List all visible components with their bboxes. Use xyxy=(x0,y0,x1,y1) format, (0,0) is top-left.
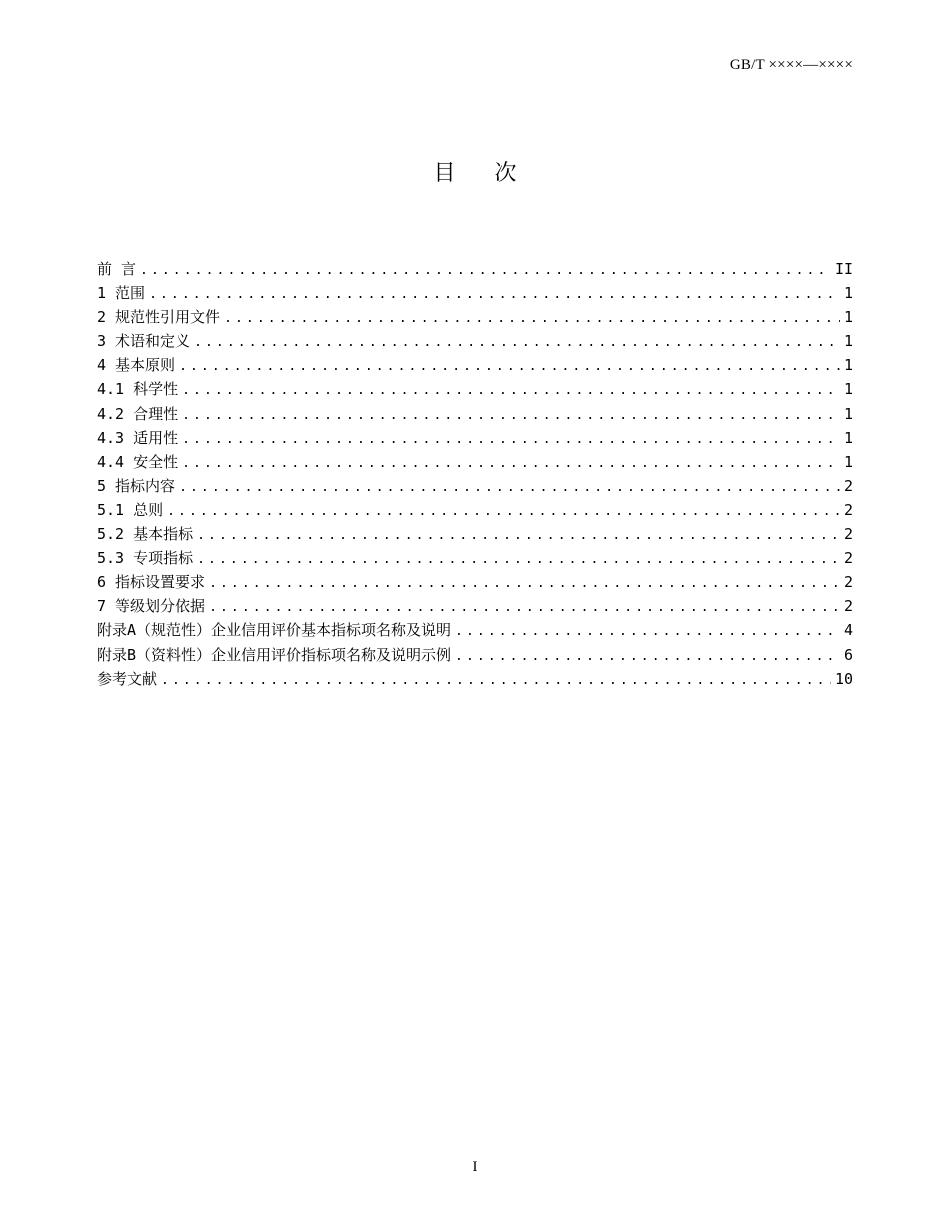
toc-title: 目 次 xyxy=(433,161,533,186)
toc-entry-page: 2 xyxy=(843,597,853,616)
toc-leader-dots xyxy=(167,500,840,524)
toc-entry-page: 1 xyxy=(843,332,853,351)
toc-entry-label: 参考文献 xyxy=(97,669,158,688)
toc-entry-label: 6 指标设置要求 xyxy=(97,573,206,592)
toc-entry-page: 6 xyxy=(843,645,853,664)
toc-entry-label: 5.3 专项指标 xyxy=(97,549,194,568)
toc-entry-page: 2 xyxy=(843,500,853,519)
toc-entry-page: 1 xyxy=(843,428,853,447)
toc-entry[interactable] xyxy=(97,594,853,618)
page-number-footer: I xyxy=(472,1159,478,1175)
toc-leader-dots xyxy=(209,572,840,596)
toc-entry-page: 1 xyxy=(843,404,853,423)
toc-leader-dots xyxy=(179,355,840,379)
toc-entry-label: 附录B（资料性）企业信用评价指标项名称及说明示例 xyxy=(97,645,452,664)
toc-entry-page: 1 xyxy=(843,284,853,303)
toc-entry-label: 7 等级划分依据 xyxy=(97,597,206,616)
toc-entry[interactable] xyxy=(97,257,853,281)
toc-entry-page: 4 xyxy=(843,621,853,640)
toc-entry-label: 4.3 适用性 xyxy=(97,428,179,447)
toc-entry[interactable] xyxy=(97,305,853,329)
toc-leader-dots xyxy=(209,596,840,620)
toc-entry-label: 4.4 安全性 xyxy=(97,452,179,471)
toc-entry-label: 1 范围 xyxy=(97,284,146,303)
toc-entry-page: 1 xyxy=(843,380,853,399)
toc-entry-label: 2 规范性引用文件 xyxy=(97,308,221,327)
toc-entry-label: 前 言 xyxy=(97,260,137,278)
toc-leader-dots xyxy=(455,645,840,669)
toc-entry[interactable] xyxy=(97,474,853,498)
toc-entry[interactable] xyxy=(97,522,853,546)
toc-leader-dots xyxy=(455,620,840,644)
toc-leader-dots xyxy=(197,524,840,548)
toc-entry[interactable] xyxy=(97,450,853,474)
toc-entry-page: 2 xyxy=(843,549,853,568)
toc-entry[interactable] xyxy=(97,618,853,642)
toc-entry[interactable] xyxy=(97,377,853,401)
document-code-header: GB/T ××××—×××× xyxy=(729,57,853,73)
toc-entry-page: 2 xyxy=(843,476,853,495)
toc-leader-dots xyxy=(161,669,831,693)
toc-entry-page: 2 xyxy=(843,525,853,544)
toc-entry-label: 5.2 基本指标 xyxy=(97,525,194,544)
toc-entry-page: 2 xyxy=(843,573,853,592)
toc-leader-dots xyxy=(140,259,831,283)
toc-entry[interactable] xyxy=(97,353,853,377)
toc-entry-label: 附录A（规范性）企业信用评价基本指标项名称及说明 xyxy=(97,621,452,640)
toc-entry[interactable] xyxy=(97,498,853,522)
toc-entry[interactable] xyxy=(97,329,853,353)
toc-entry[interactable] xyxy=(97,643,853,667)
toc-leader-dots xyxy=(182,379,840,403)
toc-leader-dots xyxy=(182,404,840,428)
toc-entry-label: 4.1 科学性 xyxy=(97,380,179,399)
toc-entry[interactable] xyxy=(97,570,853,594)
toc-entry[interactable] xyxy=(97,667,853,691)
toc-entry-page: II xyxy=(834,260,853,278)
toc-entry[interactable] xyxy=(97,546,853,570)
toc-entry[interactable] xyxy=(97,426,853,450)
toc-entry[interactable] xyxy=(97,402,853,426)
toc-leader-dots xyxy=(179,476,840,500)
toc-entry-label: 5.1 总则 xyxy=(97,500,164,519)
toc-entry-page: 10 xyxy=(834,669,853,688)
toc-leader-dots xyxy=(182,452,840,476)
toc-entry-page: 1 xyxy=(843,356,853,375)
toc-leader-dots xyxy=(197,548,840,572)
toc-entry-label: 4 基本原则 xyxy=(97,356,176,375)
toc-entry-label: 3 术语和定义 xyxy=(97,332,191,351)
table-of-contents xyxy=(97,257,853,691)
toc-entry-label: 4.2 合理性 xyxy=(97,404,179,423)
toc-entry[interactable] xyxy=(97,281,853,305)
toc-leader-dots xyxy=(224,307,840,331)
toc-leader-dots xyxy=(194,331,840,355)
toc-entry-label: 5 指标内容 xyxy=(97,476,176,495)
toc-leader-dots xyxy=(149,283,840,307)
toc-leader-dots xyxy=(182,428,840,452)
toc-entry-page: 1 xyxy=(843,308,853,327)
toc-entry-page: 1 xyxy=(843,452,853,471)
